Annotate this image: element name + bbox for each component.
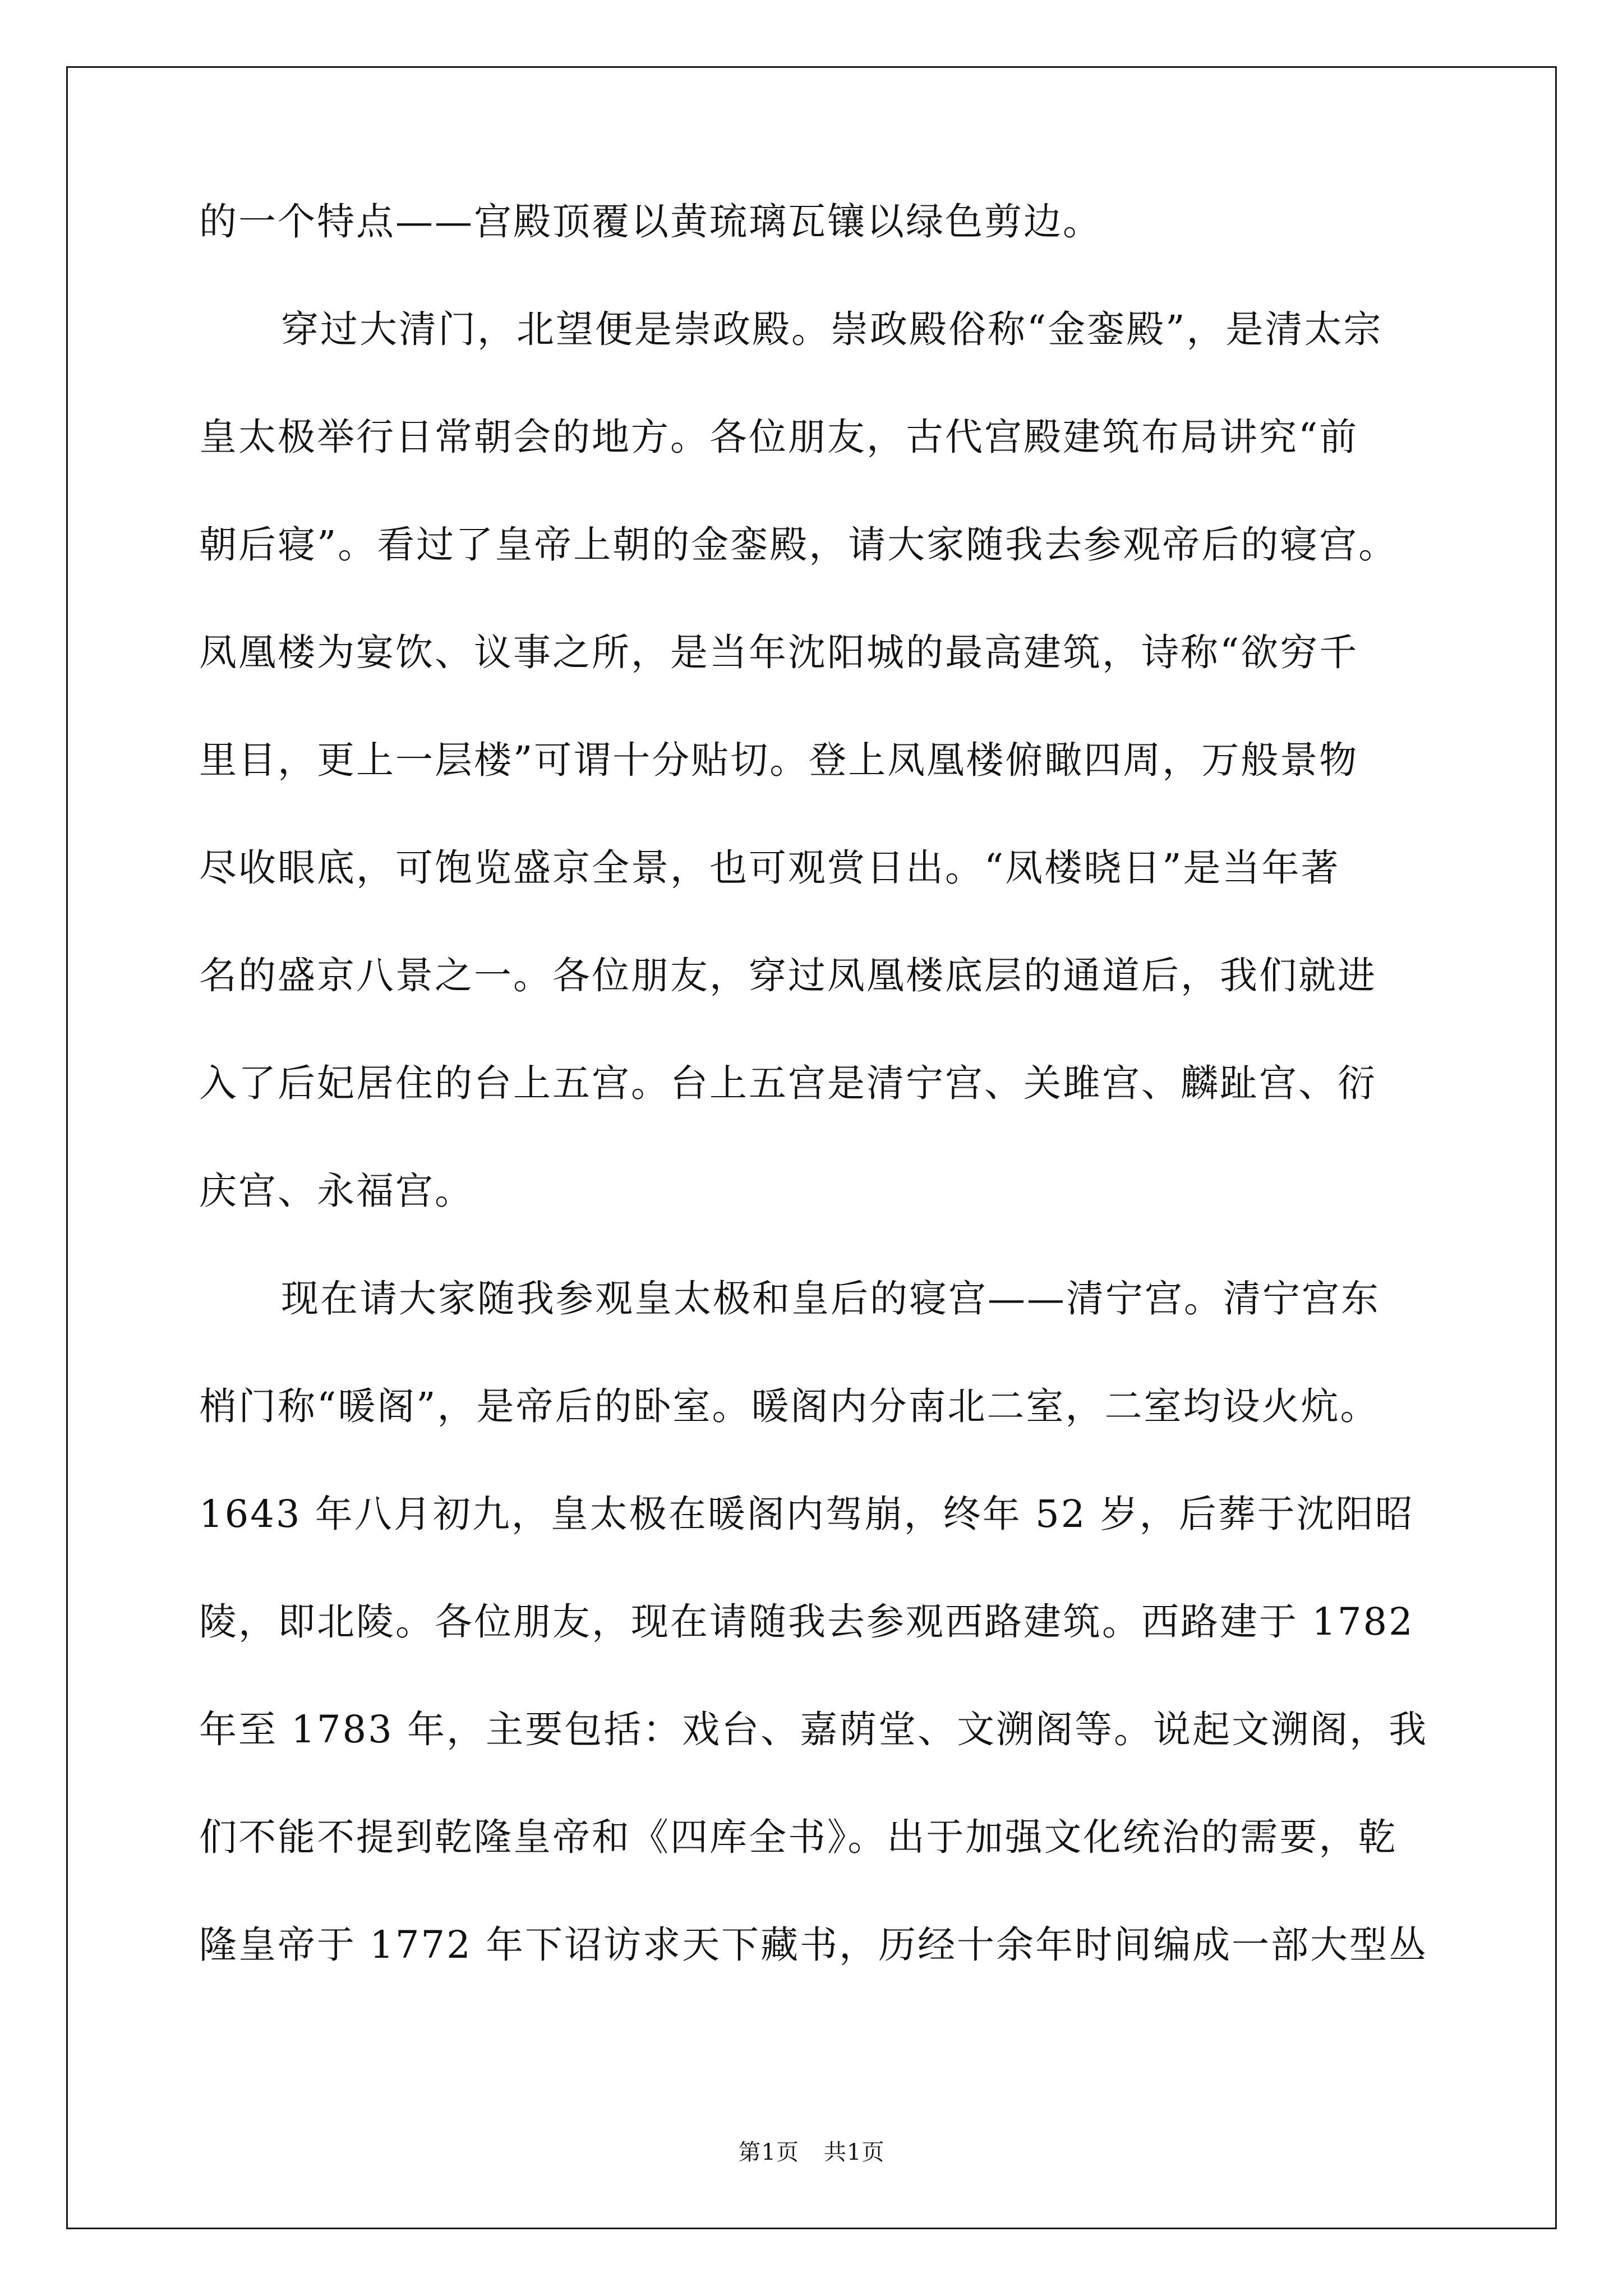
text-line: 朝后寝”。看过了皇帝上朝的金銮殿，请大家随我去参观帝后的寝宫。 <box>199 523 1398 567</box>
paragraph-start-line: 穿过大清门，北望便是崇政殿。崇政殿俗称“金銮殿”，是清太宗 <box>281 307 1383 351</box>
paragraph-start-line: 现在请大家随我参观皇太极和皇后的寝宫——清宁宫。清宁宫东 <box>281 1277 1380 1320</box>
text-line: 皇太极举行日常朝会的地方。各位朋友，古代宫殿建筑布局讲究“前 <box>199 415 1359 459</box>
text-line: 陵，即北陵。各位朋友，现在请随我去参观西路建筑。西路建于 1782 <box>199 1600 1414 1644</box>
text-line: 的一个特点——宫殿顶覆以黄琉璃瓦镶以绿色剪边。 <box>199 200 1102 243</box>
text-line: 里目，更上一层楼”可谓十分贴切。登上凤凰楼俯瞰四周，万般景物 <box>199 738 1359 782</box>
text-line: 年至 1783 年，主要包括：戏台、嘉荫堂、文溯阁等。说起文溯阁，我 <box>199 1708 1428 1751</box>
text-line: 凤凰楼为宴饮、议事之所，是当年沈阳城的最高建筑，诗称“欲穷千 <box>199 631 1359 674</box>
text-line: 庆宫、永福宫。 <box>199 1169 474 1213</box>
text-line: 名的盛京八景之一。各位朋友，穿过凤凰楼底层的通道后，我们就进 <box>199 954 1377 997</box>
text-line: 1643 年八月初九，皇太极在暖阁内驾崩，终年 52 岁，后葬于沈阳昭 <box>199 1492 1414 1536</box>
text-line: 梢门称“暖阁”，是帝后的卧室。暖阁内分南北二室，二室均设火炕。 <box>199 1384 1380 1428</box>
text-line: 入了后妃居住的台上五宫。台上五宫是清宁宫、关雎宫、麟趾宫、衍 <box>199 1061 1377 1105</box>
text-line: 们不能不提到乾隆皇帝和《四库全书》。出于加强文化统治的需要，乾 <box>199 1815 1398 1859</box>
page-border <box>66 66 1557 2229</box>
page-number: 第1页 <box>738 2139 799 2165</box>
text-line: 尽收眼底，可饱览盛京全景，也可观赏日出。“凤楼晓日”是当年著 <box>199 846 1340 890</box>
page-total: 共1页 <box>824 2139 885 2165</box>
text-line: 隆皇帝于 1772 年下诏访求天下藏书，历经十余年时间编成一部大型丛 <box>199 1923 1428 1967</box>
page-footer <box>0 2138 1623 2166</box>
